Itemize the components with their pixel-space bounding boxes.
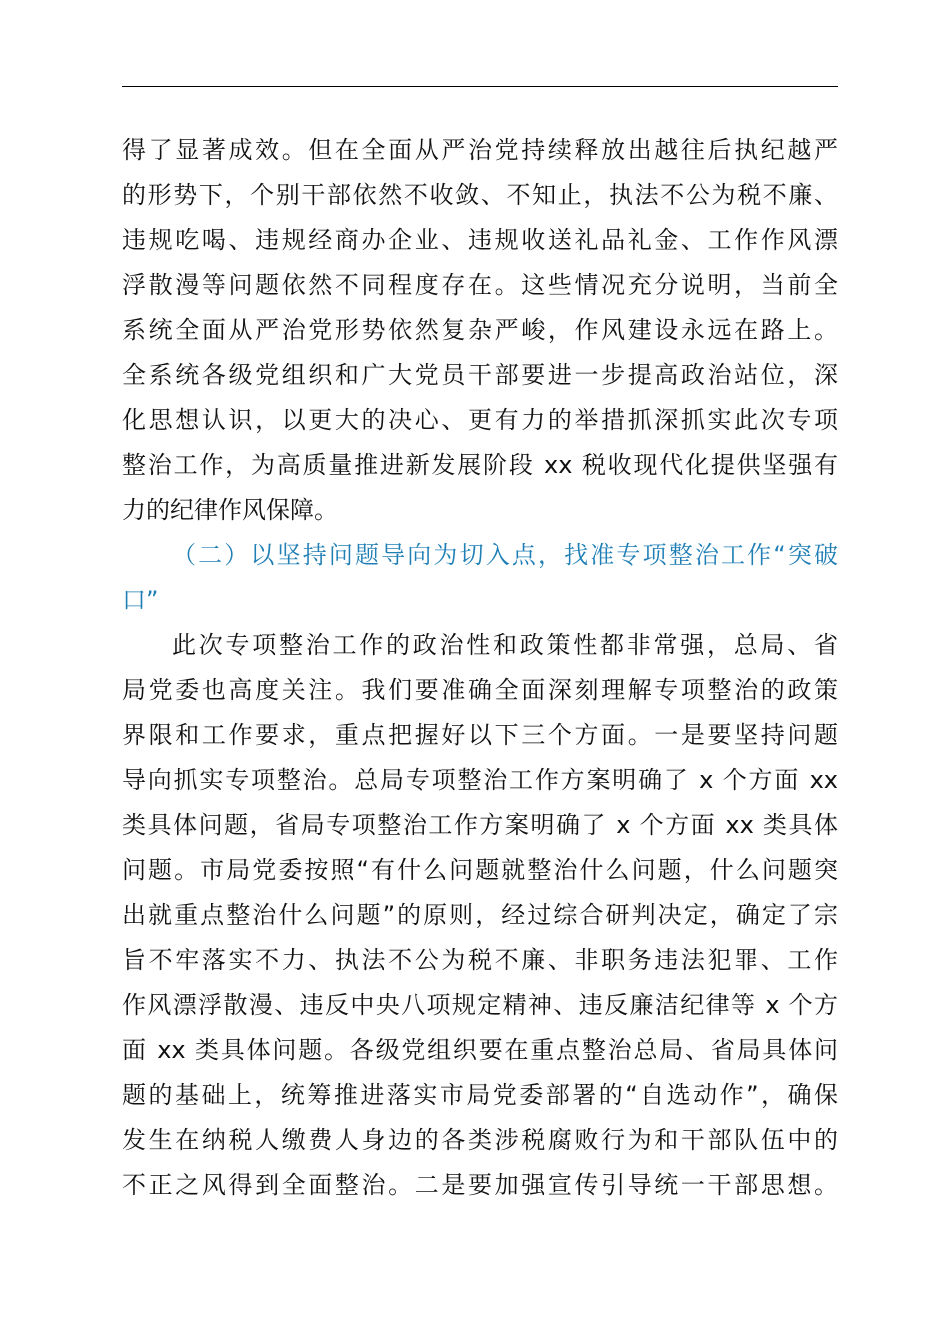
text-line: 导向抓实专项整治。总局专项整治工作方案明确了 x 个方面 xx	[122, 766, 838, 794]
text-line: 旨不牢落实不力、执法不公为税不廉、非职务违法犯罪、工作	[122, 946, 838, 974]
header-rule	[122, 86, 838, 87]
text-line: 题的基础上，统筹推进落实市局党委部署的“自选动作”，确保	[122, 1081, 838, 1109]
text-line: 力的纪律作风保障。	[122, 496, 338, 524]
text-line: 局党委也高度关注。我们要准确全面深刻理解专项整治的政策	[122, 676, 838, 704]
document-body	[122, 128, 838, 1208]
text-line: 的形势下，个别干部依然不收敛、不知止，执法不公为税不廉、	[122, 181, 838, 209]
text-line: 全系统各级党组织和广大党员干部要进一步提高政治站位，深	[122, 361, 838, 389]
text-line: 类具体问题，省局专项整治工作方案明确了 x 个方面 xx 类具体	[122, 811, 838, 839]
heading-line: 口”	[122, 586, 159, 614]
text-line: 得了显著成效。但在全面从严治党持续释放出越往后执纪越严	[122, 136, 838, 164]
section-heading	[122, 533, 838, 623]
paragraph-2	[122, 623, 838, 1208]
text-line: 面 xx 类具体问题。各级党组织要在重点整治总局、省局具体问	[122, 1036, 838, 1064]
text-line: 出就重点整治什么问题”的原则，经过综合研判决定，确定了宗	[122, 901, 838, 929]
text-line: 不正之风得到全面整治。二是要加强宣传引导统一干部思想。	[122, 1171, 838, 1199]
text-line: 浮散漫等问题依然不同程度存在。这些情况充分说明，当前全	[122, 271, 838, 299]
text-line: 整治工作，为高质量推进新发展阶段 xx 税收现代化提供坚强有	[122, 451, 838, 479]
text-line: 系统全面从严治党形势依然复杂严峻，作风建设永远在路上。	[122, 316, 838, 344]
paragraph-1	[122, 128, 838, 533]
text-line: 作风漂浮散漫、违反中央八项规定精神、违反廉洁纪律等 x 个方	[122, 991, 838, 1019]
text-line: 此次专项整治工作的政治性和政策性都非常强，总局、省	[172, 631, 838, 659]
text-line: 违规吃喝、违规经商办企业、违规收送礼品礼金、工作作风漂	[122, 226, 838, 254]
text-line: 发生在纳税人缴费人身边的各类涉税腐败行为和干部队伍中的	[122, 1126, 838, 1154]
heading-line: （二）以坚持问题导向为切入点，找准专项整治工作“突破	[172, 541, 838, 569]
text-line: 化思想认识，以更大的决心、更有力的举措抓深抓实此次专项	[122, 406, 838, 434]
text-line: 问题。市局党委按照“有什么问题就整治什么问题，什么问题突	[122, 856, 838, 884]
text-line: 界限和工作要求，重点把握好以下三个方面。一是要坚持问题	[122, 721, 838, 749]
